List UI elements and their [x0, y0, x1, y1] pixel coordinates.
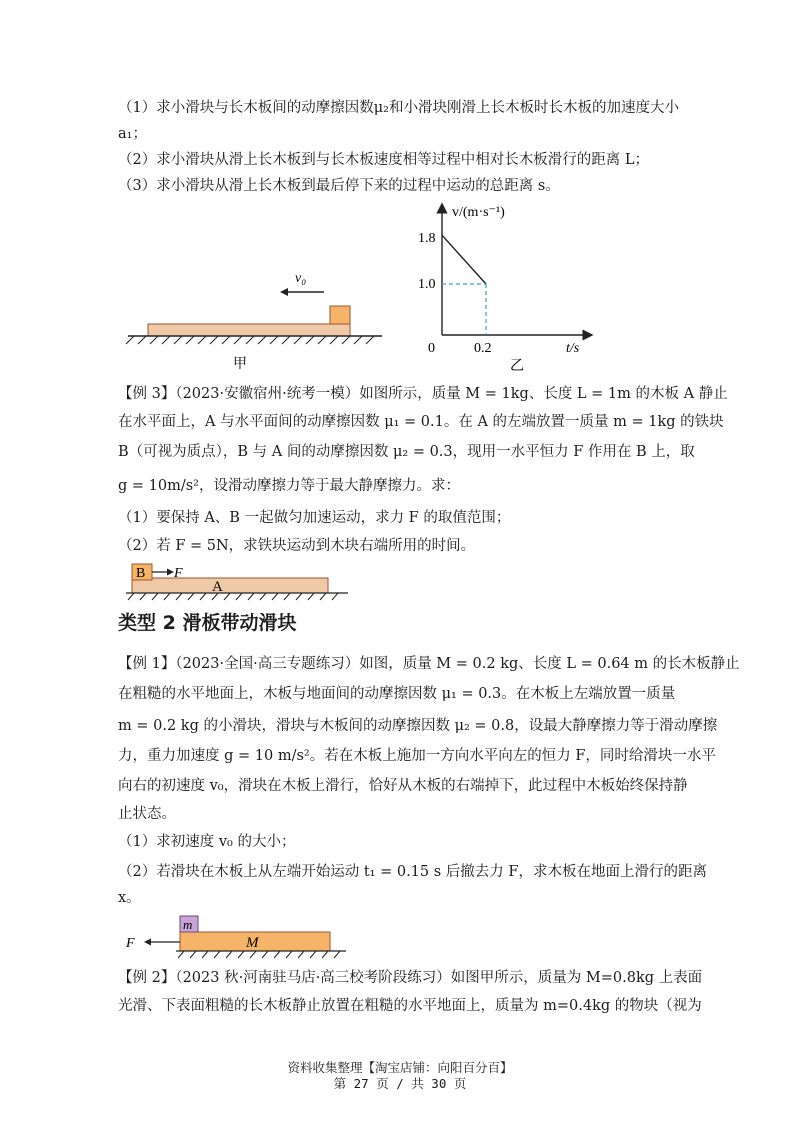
ex2-line2: 光滑、下表面粗糙的长木板静止放置在粗糙的水平地面上，质量为 m=0.4kg 的物块（视为: [118, 998, 702, 1014]
ex2-line1: 【例 2】（2023 秋·河南驻马店·高三校考阶段练习）如图甲所示，质量为 M=0.8kg 上表面: [118, 970, 703, 986]
label-big-m: M: [246, 935, 259, 951]
ex3-line1: 【例 3】（2023·安徽宿州·统考一模）如图所示，质量 M = 1kg、长度 L = 1m 的木板 A 静止: [118, 386, 728, 402]
ex1-line1: 【例 1】（2023·全国·高三专题练习）如图，质量 M = 0.2 kg、长度 L = 0.64 m 的长木板静止: [118, 656, 740, 672]
footer-source: 资料收集整理【淘宝店铺：向阳百分百】: [287, 1060, 513, 1075]
prev-q2: （2）求小滑块从滑上长木板到与长木板速度相等过程中相对长木板滑行的距离 L；: [118, 152, 649, 168]
figure-yi-vt-graph: [410, 198, 600, 378]
ex3-line3: B（可视为质点），B 与 A 间的动摩擦因数 μ₂ = 0.3，现用一水平恒力 F 作用在 B 上，取: [118, 444, 695, 460]
label-b: B: [136, 566, 146, 581]
label-f: F: [126, 936, 135, 951]
ex1-line4: 力，重力加速度 g = 10 m/s²。若在木板上施加一方向水平向左的恒力 F，同时给滑块一水平: [118, 748, 716, 764]
ex1-figure: [120, 912, 352, 962]
ex3-line4: g = 10m/s²，设滑动摩擦力等于最大静摩擦力。求：: [118, 478, 460, 494]
ex3-line2: 在水平面上，A 与水平面间的动摩擦因数 μ₁ = 0.1。在 A 的左端放置一质量 m = 1kg 的铁块: [118, 414, 724, 430]
ex1-line2: 在粗糙的水平地面上，木板与地面间的动摩擦因数 μ₁ = 0.3。在木板上左端放置一质量: [118, 686, 676, 702]
velocity-line: [442, 235, 486, 284]
ex1-line5: 向右的初速度 v₀，滑块在木板上滑行，恰好从木板的右端掉下，此过程中木板始终保持静: [118, 778, 688, 794]
section-heading: 类型 2 滑板带动滑块: [118, 612, 297, 634]
ex1-line3: m = 0.2 kg 的小滑块，滑块与木板间的动摩擦因数 μ₂ = 0.8，设最大静摩擦力等于滑动摩擦: [118, 718, 718, 734]
footer-page-number: 第 27 页 / 共 30 页: [333, 1076, 467, 1091]
label-a: A: [212, 579, 223, 595]
ex3-q2: （2）若 F = 5N，求铁块运动到木块右端所用的时间。: [118, 538, 476, 554]
ex3-figure: [122, 560, 352, 604]
ex1-q1: （1）求初速度 v₀ 的大小；: [118, 834, 296, 850]
ex1-line6: 止状态。: [118, 806, 176, 822]
ex3-q1: （1）要保持 A、B 一起做匀加速运动，求力 F 的取值范围；: [118, 510, 511, 526]
figure-jia: [120, 262, 390, 372]
v0-label: v₀: [295, 271, 307, 286]
ytick-1.8: 1.8: [418, 231, 436, 246]
ytick-1.0: 1.0: [418, 277, 436, 292]
small-block: [330, 306, 350, 324]
y-axis-label: v/(m·s⁻¹): [452, 205, 505, 220]
fig-yi-label: 乙: [510, 359, 524, 374]
x-axis-label: t/s: [566, 341, 580, 356]
fig-jia-label: 甲: [233, 357, 247, 372]
prev-q3: （3）求小滑块从滑上长木板到最后停下来的过程中运动的总距离 s。: [118, 178, 560, 194]
label-small-m: m: [183, 917, 193, 932]
label-f: F: [174, 566, 183, 581]
prev-q1-line2: a₁；: [118, 126, 147, 142]
ex1-q2: （2）若滑块在木板上从左端开始运动 t₁ = 0.15 s 后撤去力 F，求木板在地面上滑行的距离: [118, 864, 707, 880]
prev-q1-line1: （1）求小滑块与长木板间的动摩擦因数μ₂和小滑块刚滑上长木板时长木板的加速度大小: [118, 100, 679, 116]
long-plank: [148, 324, 350, 336]
ex1-q2-line2: x。: [118, 890, 141, 906]
plank-a: [132, 578, 328, 593]
origin-label: 0: [428, 341, 435, 356]
xtick-0.2: 0.2: [474, 341, 492, 356]
